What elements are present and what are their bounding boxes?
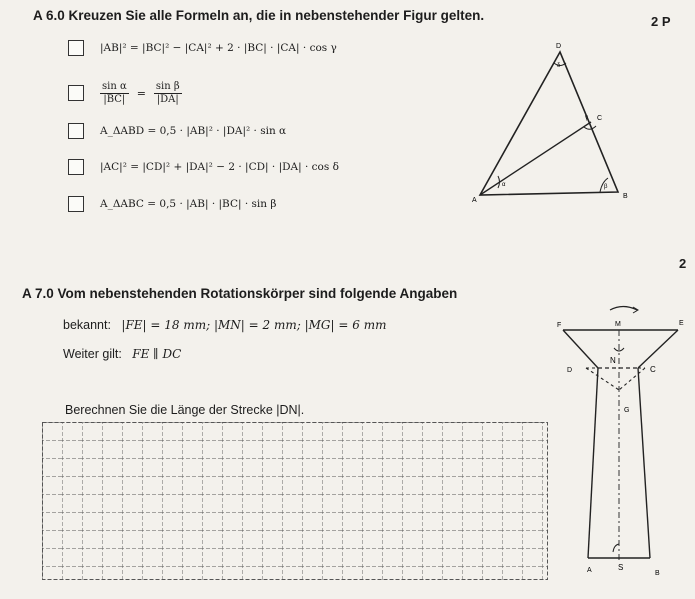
task7-question: Berechnen Sie die Länge der Strecke |DN|.	[65, 403, 305, 417]
grid-lines	[42, 422, 548, 580]
point-label: D	[567, 367, 573, 374]
also-label: Weiter gilt:	[63, 347, 122, 361]
answer-grid[interactable]	[42, 422, 548, 580]
vertex-label: D	[556, 43, 562, 50]
given-values: |FE| = 18 mm; |MN| = 2 mm; |MG| = 6 mm	[121, 318, 387, 332]
point-label: F	[557, 322, 562, 329]
task6-option-3[interactable]	[68, 122, 286, 140]
numerator: sin α	[102, 80, 127, 92]
task6-title: A 6.0 Kreuzen Sie alle Formeln an, die in nebenstehender Figur gelten.	[33, 8, 485, 23]
point-label: C	[650, 365, 656, 374]
formula-text: |AB|² = |BC|² − |CA|² + 2 · |BC| · |CA| · cos γ	[100, 42, 337, 54]
point-label: G	[624, 407, 630, 414]
checkbox[interactable]	[68, 40, 84, 56]
vertex-label: A	[472, 197, 477, 204]
angle-label: β	[604, 184, 608, 190]
given-line	[63, 316, 386, 334]
formula-text: A_ΔABC = 0,5 · |AB| · |BC| · sin β	[100, 198, 277, 210]
point-label: A	[587, 567, 592, 574]
equals-sign: =	[136, 86, 146, 100]
rotation-body-figure	[553, 300, 691, 590]
point-label: N	[610, 356, 616, 365]
angle-label: α	[502, 182, 506, 188]
point-label: B	[655, 570, 660, 577]
checkbox[interactable]	[68, 123, 84, 139]
fraction-left	[100, 81, 129, 106]
angle-label: γ	[585, 115, 588, 121]
task6-points: 2 P	[651, 14, 671, 29]
task6-option-1[interactable]	[68, 39, 337, 57]
checkbox[interactable]	[68, 159, 84, 175]
numerator: sin β	[155, 80, 180, 92]
point-label: E	[679, 320, 684, 327]
vertex-label: B	[623, 193, 628, 200]
checkbox[interactable]	[68, 85, 84, 101]
task7-points: 2	[679, 256, 687, 271]
given-label: bekannt:	[63, 318, 111, 332]
point-label: S	[618, 563, 624, 572]
point-label: M	[615, 321, 621, 328]
denominator: |DA|	[156, 93, 179, 105]
formula-text: A_ΔABD = 0,5 · |AB|² · |DA|² · sin α	[100, 125, 287, 137]
vertex-label: C	[597, 115, 603, 122]
denominator: |BC|	[103, 93, 126, 105]
task7-title: A 7.0 Vom nebenstehenden Rotationskörper sind folgende Angaben	[22, 286, 458, 301]
also-value: FE ∥ DC	[132, 347, 182, 361]
checkbox[interactable]	[68, 196, 84, 212]
fraction-right	[154, 81, 182, 106]
task6-option-2[interactable]	[68, 80, 182, 105]
task6-option-5[interactable]	[68, 195, 276, 213]
triangle-figure	[468, 30, 648, 215]
also-line	[63, 345, 181, 363]
angle-label: δ	[557, 63, 561, 69]
task6-option-4[interactable]	[68, 158, 339, 176]
formula-text: |AC|² = |CD|² + |DA|² − 2 · |CD| · |DA| · cos δ	[100, 161, 339, 173]
